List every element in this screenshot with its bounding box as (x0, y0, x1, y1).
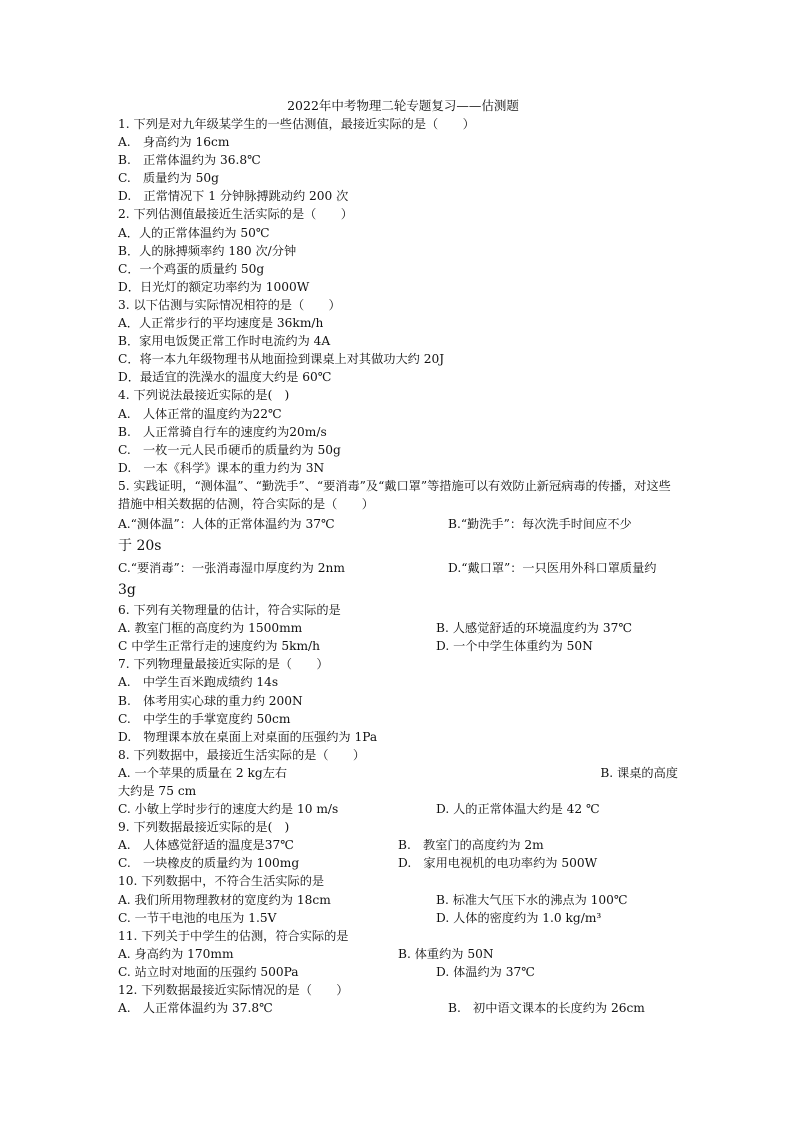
q3-option-a: A．人正常步行的平均速度是 36km/h (118, 316, 324, 331)
q8-options-row-1 (118, 764, 678, 782)
q10-option-c: C. 一节干电池的电压为 1.5V (118, 910, 277, 925)
q12-option-b: B. 初中语文课本的长度约为 26cm (448, 1001, 645, 1016)
q3-option-c: C．将一本九年级物理书从地面捡到课桌上对其做功大约 20J (118, 352, 445, 367)
q11-option-a: A. 身高约为 170mm (118, 946, 234, 961)
q5-options-row-2 (118, 557, 678, 579)
q10-options-row-2 (118, 909, 678, 927)
q8-option-d: D. 人的正常体温大约是 42 ℃ (436, 802, 600, 817)
q7-option-c: C. 中学生的手掌宽度约 50cm (118, 711, 291, 726)
q10-stem: 10. 下列数据中，不符合生活实际的是 (118, 874, 325, 889)
q1-option-d: D. 正常情况下 1 分钟脉搏跳动约 200 次 (118, 189, 349, 204)
q9-option-b: B. 教室门的高度约为 2m (398, 838, 544, 853)
q6-options-row-1 (118, 619, 678, 637)
q4-option-a: A. 人体正常的温度约为22℃ (118, 406, 282, 421)
q9-options-row-2 (118, 854, 678, 872)
q7-option-a: A. 中学生百米跑成绩约 14s (118, 675, 279, 690)
q9-option-d: D. 家用电视机的电功率约为 500W (398, 856, 598, 871)
q3-option-b: B．家用电饭煲正常工作时电流约为 4A (118, 334, 331, 349)
q8-stem: 8. 下列数据中，最接近生活实际的是（ ） (118, 747, 366, 762)
q2-option-c: C．一个鸡蛋的质量约 50g (118, 261, 265, 276)
q5-option-d-continued: 3g (118, 582, 136, 599)
q9-option-a: A. 人体感觉舒适的温度是37℃ (118, 838, 294, 853)
q4-stem: 4. 下列说法最接近实际的是( ) (118, 388, 290, 403)
q12-options-row-1 (118, 999, 678, 1017)
q3-option-d: D．最适宜的洗澡水的温度大约是 60℃ (118, 370, 332, 385)
q11-stem: 11. 下列关于中学生的估测，符合实际的是 (118, 928, 349, 943)
q12-stem: 12. 下列数据最接近实际情况的是（ ） (118, 983, 349, 998)
q5-options-row-1 (118, 513, 678, 535)
q4-option-b: B. 人正常骑自行车的速度约为20m/s (118, 424, 327, 439)
q7-stem: 7. 下列物理量最接近实际的是（ ） (118, 657, 329, 672)
q4-option-d: D. 一本《科学》课本的重力约为 3N (118, 460, 325, 475)
q5-option-b-continued: 于 20s (118, 538, 162, 555)
q2-option-b: B．人的脉搏频率约 180 次/分钟 (118, 243, 297, 258)
q11-option-b: B. 体重约为 50N (398, 946, 494, 961)
q5-stem: 5. 实践证明，“测体温”、“勤洗手”、“要消毒”及“戴口罩”等措施可以有效防止新冠病毒的传播，对这些措施中相关数据的估测，符合实际的是（ ） (118, 478, 671, 511)
q9-stem: 9. 下列数据最接近实际的是( ) (118, 820, 290, 835)
q10-option-b: B. 标准大气压下水的沸点为 100℃ (436, 892, 628, 907)
q6-option-d: D. 一个中学生体重约为 50N (436, 639, 593, 654)
q6-option-a: A. 教室门框的高度约为 1500mm (118, 621, 303, 636)
q9-option-c: C. 一块橡皮的质量约为 100mg (118, 856, 300, 871)
q11-option-d: D. 体温约为 37℃ (436, 964, 535, 979)
q5-option-c: C.“要消毒”：一张消毒湿巾厚度约为 2nm (118, 561, 345, 576)
q10-options-row-1 (118, 891, 678, 909)
q8-option-b: B. 课桌的高度 (600, 765, 678, 780)
q6-stem: 6. 下列有关物理量的估计，符合实际的是 (118, 603, 341, 618)
q5-option-b: B.“勤洗手”：每次洗手时间应不少 (448, 517, 632, 532)
q1-option-c: C. 质量约为 50g (118, 171, 219, 186)
q4-option-c: C. 一枚一元人民币硬币的质量约为 50g (118, 442, 341, 457)
q9-options-row-1 (118, 836, 678, 854)
q11-options-row-1 (118, 945, 678, 963)
document-title: 2022年中考物理二轮专题复习——估测题 (287, 98, 519, 113)
q2-stem: 2. 下列估测值最接近生活实际的是（ ） (118, 207, 353, 222)
q2-option-d: D．日光灯的额定功率约为 1000W (118, 279, 310, 294)
q5-option-d: D.“戴口罩”：一只医用外科口罩质量约 (448, 561, 657, 576)
q8-option-b-continued: 大约是 75 cm (118, 784, 197, 798)
q1-option-b: B. 正常体温约为 36.8℃ (118, 153, 261, 168)
exam-content (118, 97, 678, 1017)
q1-option-a: A. 身高约为 16cm (118, 135, 230, 150)
q8-option-c: C. 小敏上学时步行的速度大约是 10 m/s (118, 802, 339, 817)
q6-option-b: B. 人感觉舒适的环境温度约为 37℃ (436, 621, 632, 636)
q11-option-c: C. 站立时对地面的压强约 500Pa (118, 964, 299, 979)
q11-options-row-2 (118, 963, 678, 981)
q2-option-a: A．人的正常体温约为 50℃ (118, 225, 270, 240)
q1-stem: 1. 下列是对九年级某学生的一些估测值，最接近实际的是（ ） (118, 117, 475, 131)
q12-option-a: A. 人正常体温约为 37.8℃ (118, 1001, 273, 1016)
q6-option-c: C 中学生正常行走的速度约为 5km/h (118, 639, 320, 654)
q5-option-a: A.“测体温”：人体的正常体温约为 37℃ (118, 517, 335, 532)
q8-options-row-2 (118, 800, 678, 818)
q8-option-a: A. 一个苹果的质量在 2 kg左右 (118, 765, 288, 780)
q7-option-b: B. 体考用实心球的重力约 200N (118, 693, 303, 708)
q10-option-a: A. 我们所用物理教材的宽度约为 18cm (118, 892, 331, 907)
q7-option-d: D. 物理课本放在桌面上对桌面的压强约为 1Pa (118, 729, 378, 744)
q10-option-d: D. 人体的密度约为 1.0 kg/m³ (436, 910, 602, 925)
q3-stem: 3. 以下估测与实际情况相符的是（ ） (118, 297, 341, 312)
q6-options-row-2 (118, 637, 678, 655)
